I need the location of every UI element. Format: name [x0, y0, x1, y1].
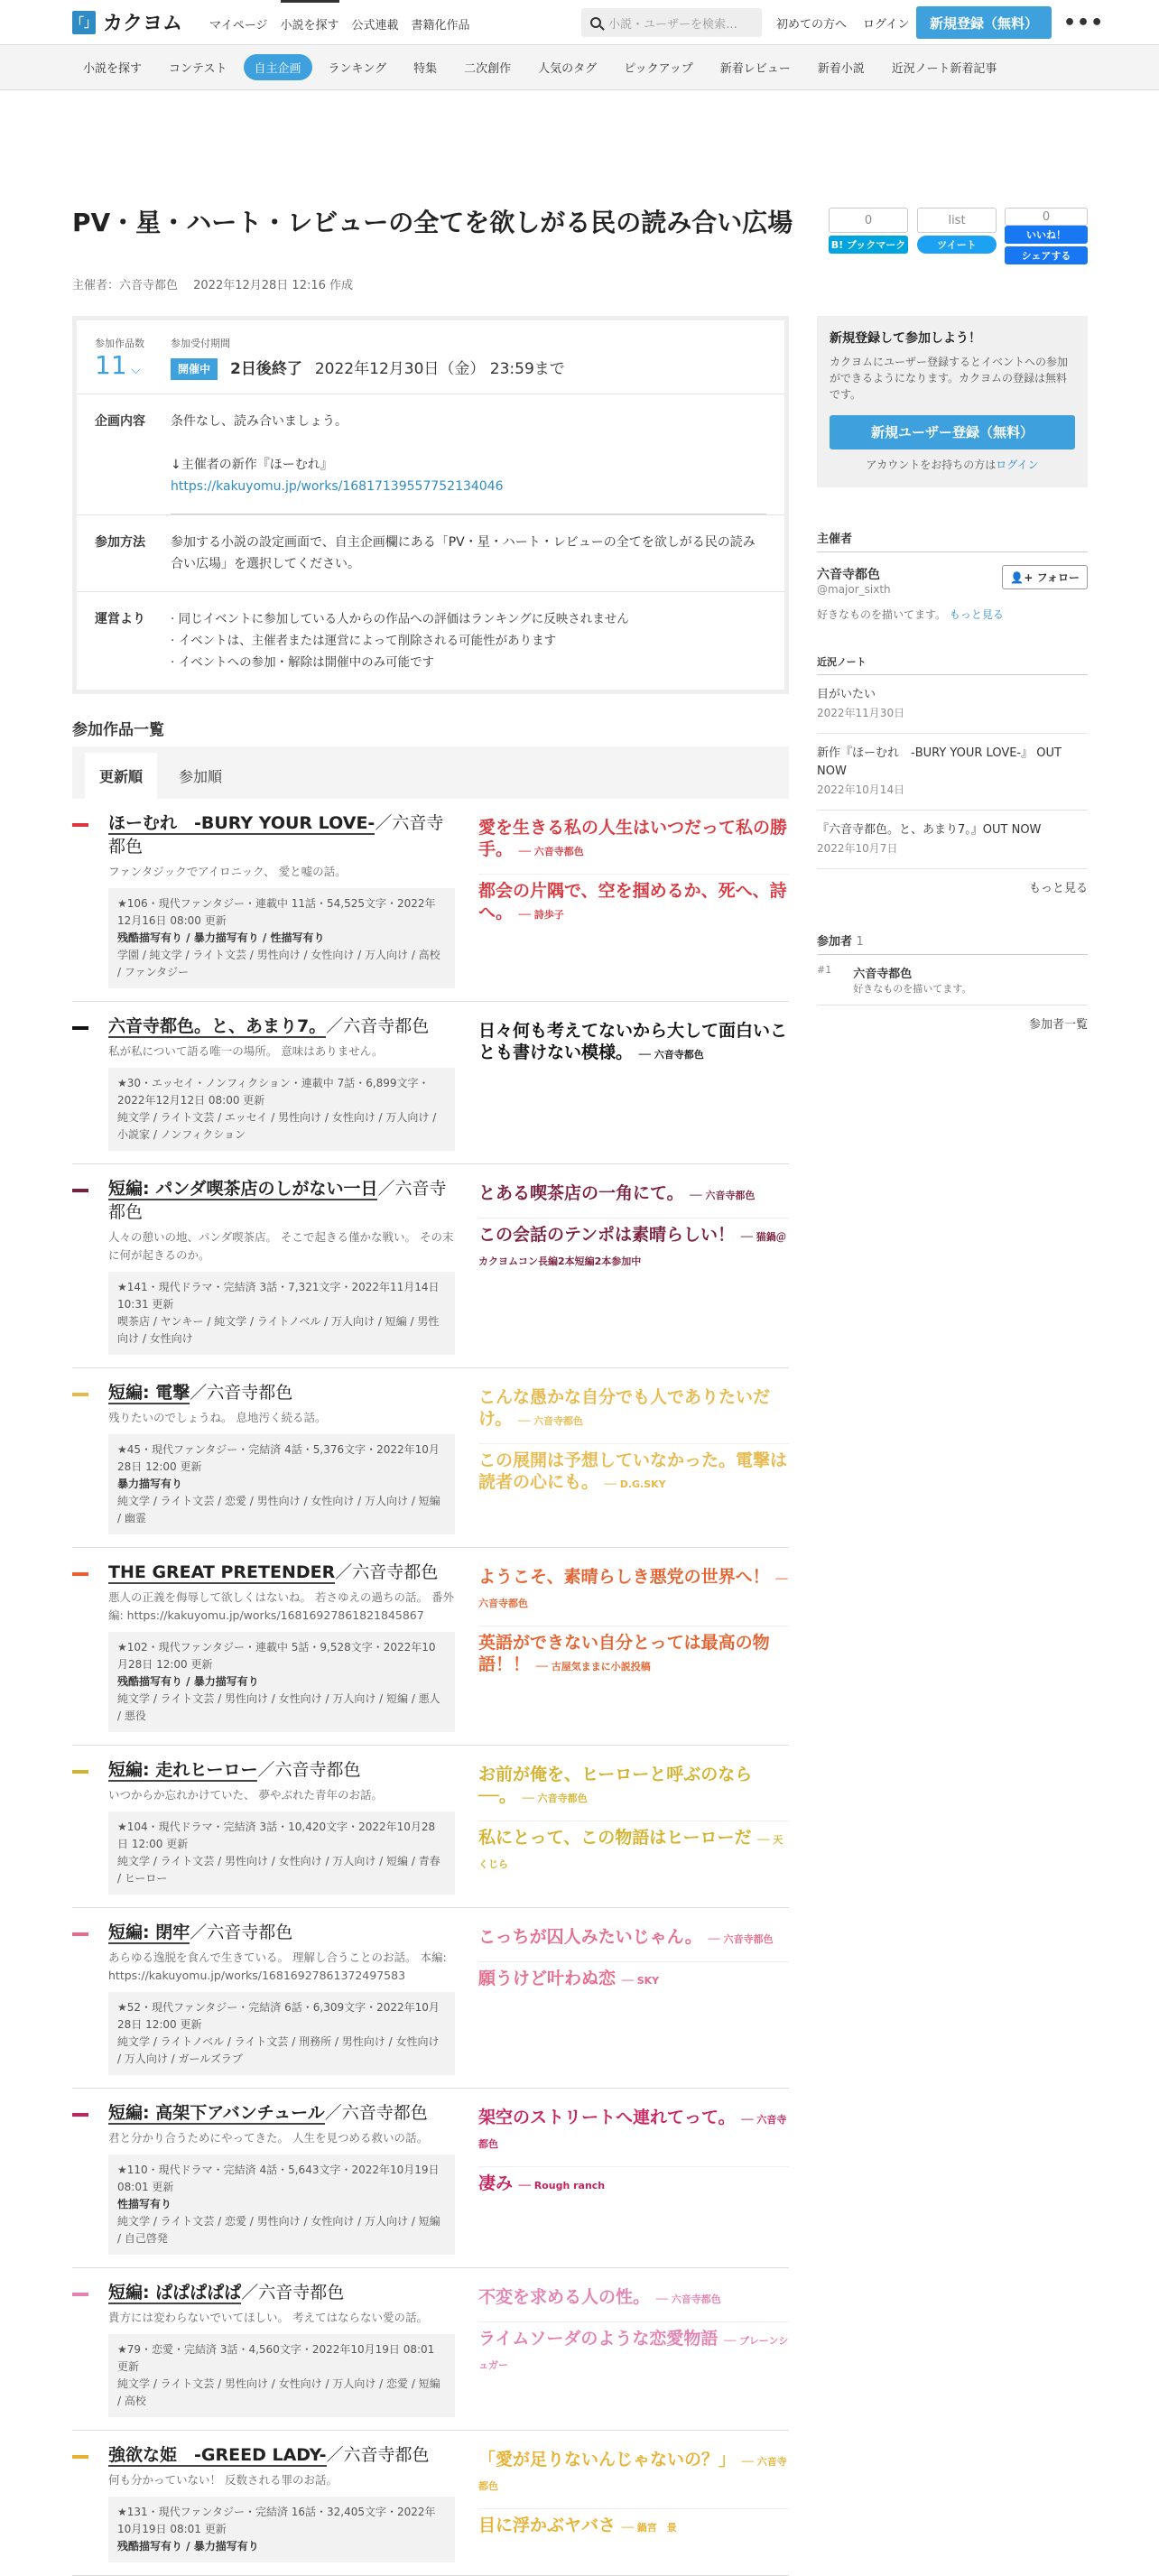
work-catchphrase: 何も分かっていない！ 反数される罪のお話。: [108, 2473, 338, 2487]
search-placeholder: 小説・ユーザーを検索…: [608, 17, 738, 32]
work-stats: ★131・現代ファンタジー・完結済 16話・32,405文字・2022年10月19日 08:01 更新: [117, 2506, 436, 2535]
nav-mypage[interactable]: マイページ: [209, 18, 268, 32]
nav-search-novels[interactable]: 小説を探す: [281, 0, 339, 45]
work-stats: ★104・現代ドラマ・完結済 3話・10,420文字・2022年10月28日 12:00 更新: [117, 1821, 436, 1850]
work-color-bar: [72, 1932, 88, 1936]
work-catchphrase: いつからか忘れかけていた、 夢やぶれた青年のお話。: [108, 1788, 383, 1802]
work-stats: ★106・現代ファンタジー・連載中 11話・54,525文字・2022年12月16日 08:00 更新: [117, 897, 436, 927]
work-reviews: [455, 799, 789, 1001]
participant-item[interactable]: [817, 955, 1088, 1005]
work-catchphrase: 私が私について語る唯一の場所。 意味はありません。: [108, 1044, 384, 1058]
method-label: 参加方法: [95, 535, 145, 550]
signup-title: 新規登録して参加しよう！: [830, 331, 981, 346]
work-catchphrase: あらゆる逸脱を食んで生きている。 理解し合うことのお話。 本編: https://kakuyomu.jp/works/16816927861372497583: [108, 1951, 447, 1982]
work-color-bar: [72, 1189, 88, 1192]
work-tags[interactable]: 学園 / 純文学 / ライト文芸 / 男性向け / 女性向け / 万人向け / 高校 / ファンタジー: [117, 949, 440, 978]
remaining-time: 2日後終了: [230, 360, 302, 378]
work-meta: [108, 2334, 455, 2417]
entry-count-block: [95, 333, 171, 381]
work-title[interactable]: 短編: ぱぱぱぱぱ／六音寺都色: [108, 2283, 345, 2303]
status-badge: 開催中: [171, 358, 218, 380]
register-button[interactable]: 新規ユーザー登録（無料）: [830, 415, 1075, 449]
work-warnings: 残酷描写有り / 暴力描写有り: [117, 2540, 259, 2553]
subnav-item[interactable]: ランキング: [328, 62, 387, 76]
login-link[interactable]: ログイン: [996, 459, 1039, 471]
top-bar: [0, 0, 1159, 45]
follow-button[interactable]: 👤+ フォロー: [1002, 565, 1088, 589]
subnav-item[interactable]: コンテスト: [169, 62, 227, 76]
work-title[interactable]: ほーむれ -BURY YOUR LOVE-／六音寺都色: [108, 813, 444, 857]
work-color-bar: [72, 1770, 88, 1774]
list-count: list: [917, 208, 997, 233]
nav-official[interactable]: 公式連載: [351, 18, 399, 32]
event-info: [72, 316, 789, 694]
work-reviews: [455, 1002, 789, 1163]
nav-books[interactable]: 書籍化作品: [411, 18, 470, 32]
search-input[interactable]: [581, 8, 762, 37]
subnav-item[interactable]: 新着小説: [817, 62, 865, 76]
work-tags[interactable]: 純文学 / ライトノベル / ライト文芸 / 刑務所 / 男性向け / 女性向け / 万人向け / ガールズラブ: [117, 2035, 440, 2065]
work-item: [72, 2431, 789, 2576]
work-reviews: [455, 2089, 789, 2267]
rule-item: · イベントは、主催者または運営によって削除される可能性があります: [171, 634, 557, 648]
subnav-item[interactable]: 小説を探す: [83, 62, 143, 76]
work-reviews: [455, 1164, 789, 1367]
review-item[interactable]: お前が俺を、ヒーローと呼ぶのなら──。 ── 六音寺都色: [478, 1758, 789, 1821]
work-color-bar: [72, 1393, 88, 1396]
work-catchphrase: 君と分かり合うためにやってきた。 人生を見つめる救いの話。: [108, 2131, 428, 2145]
review-item[interactable]: ようこそ、素晴らしき悪党の世界へ！ ── 六音寺都色: [478, 1561, 789, 1626]
content-link[interactable]: https://kakuyomu.jp/works/16817139557752134046: [171, 479, 504, 494]
work-catchphrase: ファンタジックでアイロニック、 愛と嘘の話。: [108, 865, 347, 878]
work-color-bar: [72, 823, 88, 827]
work-tags[interactable]: 純文学 / ライト文芸 / エッセイ / 男性向け / 女性向け / 万人向け / 小説家 / ノンフィクション: [117, 1111, 437, 1141]
rule-item: · イベントへの参加・解除は開催中のみ可能です: [171, 655, 435, 670]
review-item[interactable]: 願うけど叶わぬ恋 ── SKY: [478, 1969, 660, 1988]
more-menu-icon[interactable]: •••: [1063, 12, 1105, 34]
work-title[interactable]: 短編: 高架下アバンチュール／六音寺都色: [108, 2103, 428, 2123]
work-item: [72, 1746, 789, 1908]
review-item[interactable]: こっちが囚人みたいじゃん。 ── 六音寺都色: [478, 1921, 789, 1962]
host-bio: 好きなものを描いてます。: [817, 608, 947, 621]
rule-item: · 同じイベントに参加している人からの作品への評価はランキングに反映されません: [171, 612, 629, 626]
work-reviews: [455, 1908, 789, 2088]
review-item[interactable]: この展開は予想していなかった。電撃は読者の心にも。 ── D.G.SKY: [478, 1450, 788, 1492]
sidebar: [817, 316, 1088, 1041]
work-stats: ★141・現代ドラマ・完結済 3話・7,321文字・2022年11月14日 10:31 更新: [117, 1281, 440, 1311]
work-stats: ★110・現代ドラマ・完結済 4話・5,643文字・2022年10月19日 08:01 更新: [117, 2164, 440, 2193]
work-warnings: 残酷描写有り / 暴力描写有り: [117, 1675, 259, 1688]
review-item[interactable]: 「愛が足りないんじゃないの？」 ── 六音寺都色: [478, 2443, 789, 2509]
link-first-time[interactable]: 初めての方へ: [776, 17, 848, 32]
work-title[interactable]: 強欲な姫 -GREED LADY-／六音寺都色: [108, 2445, 430, 2465]
work-reviews: [455, 1548, 789, 1745]
fb-like-button[interactable]: いいね！: [1005, 226, 1088, 244]
review-item[interactable]: この会話のテンポは素晴らしい！ ── 猫鍋＠カクヨムコン長編2本短編2本参加中: [478, 1225, 786, 1267]
subnav-item-active[interactable]: 自主企画: [244, 54, 312, 80]
subnav-item[interactable]: 二次創作: [464, 62, 512, 76]
work-tags[interactable]: 純文学 / ライト文芸 / 男性向け / 女性向け / 万人向け / 短編 / 青春 / ヒーロー: [117, 1855, 440, 1885]
work-item: [72, 1368, 789, 1548]
content-label: 企画内容: [95, 414, 145, 429]
entry-count-label: 参加作品数: [95, 338, 144, 349]
search-icon: [590, 17, 601, 28]
work-warnings: 暴力描写有り: [117, 1478, 183, 1490]
work-meta: [108, 1068, 455, 1151]
hatena-share[interactable]: [829, 208, 908, 254]
work-tags[interactable]: 純文学 / ライト文芸 / 男性向け / 女性向け / 万人向け / 恋愛 / 短編 / 高校: [117, 2377, 440, 2407]
work-stats: ★45・現代ファンタジー・完結済 4話・5,376文字・2022年10月28日 12:00 更新: [117, 1443, 440, 1473]
review-item[interactable]: 私にとって、この物語はヒーローだ ── 天くじら: [478, 1828, 783, 1870]
work-item: [72, 1164, 789, 1368]
rules-label: 運営より: [95, 612, 145, 626]
news-item[interactable]: 新作『ほーむれ -BURY YOUR LOVE-』 OUT NOW 2022年10月14日: [817, 734, 1088, 811]
participants-heading: 参加者 1: [817, 922, 1088, 955]
work-meta: [108, 1434, 455, 1534]
work-item: [72, 2089, 789, 2268]
work-color-bar: [72, 1026, 88, 1030]
work-stats: ★30・エッセイ・ノンフィクション・連載中 7話・6,899文字・2022年12月12日 08:00 更新: [117, 1077, 430, 1107]
facebook-share[interactable]: [1005, 208, 1088, 264]
participant-name: 六音寺都色: [853, 968, 913, 981]
work-catchphrase: 人々の憩いの地、パンダ喫茶店。 そこで起きる僅かな戦い。 その末に何が起きるのか。: [108, 1230, 454, 1262]
info-summary-row: [77, 320, 784, 394]
review-item[interactable]: 凄み ── Rough ranch: [478, 2173, 606, 2193]
content-text: 条件なし、読み合いましょう。: [171, 414, 348, 429]
work-stats: ★79・恋愛・完結済 3話・4,560文字・2022年10月19日 08:01 更新: [117, 2343, 435, 2373]
signup-panel: [817, 316, 1088, 487]
subnav-item[interactable]: 人気のタグ: [538, 62, 598, 76]
work-meta: [108, 1632, 455, 1732]
entry-count[interactable]: 11 ⌵: [95, 350, 141, 380]
review-item[interactable]: 日々何も考えてないから大して面白いことも書けない模様。 ── 六音寺都色: [478, 1021, 788, 1062]
tab-joined[interactable]: 参加順: [179, 768, 223, 785]
work-warnings: 残酷描写有り / 暴力描写有り / 性描写有り: [117, 931, 325, 944]
participant-bio: 好きなものを描いてます。: [853, 983, 972, 995]
work-stats: ★52・現代ファンタジー・完結済 6話・6,309文字・2022年10月28日 12:00 更新: [117, 2001, 440, 2031]
hatena-count: 0: [829, 208, 908, 233]
work-title[interactable]: 短編: パンダ喫茶店のしがない一日／六音寺都色: [108, 1179, 447, 1222]
info-rules-row: [77, 592, 784, 690]
host-more-link[interactable]: もっと見る: [949, 608, 1004, 621]
hatena-button[interactable]: B! ブックマーク: [829, 236, 908, 254]
news-more-link[interactable]: もっと見る: [1028, 882, 1088, 895]
work-meta: [108, 2497, 455, 2562]
work-meta: [108, 888, 455, 988]
work-catchphrase: 貴方には変わらないでいてほしい。 考えてはならない愛の話。: [108, 2311, 428, 2324]
work-tags[interactable]: 喫茶店 / ヤンキー / 純文学 / ライトノベル / 万人向け / 短編 / 男性向け / 女性向け: [117, 1315, 440, 1345]
link-login[interactable]: ログイン: [863, 17, 910, 32]
work-reviews: [455, 1368, 789, 1547]
subnav-item[interactable]: 特集: [413, 62, 438, 76]
work-catchphrase: 残りたいのでしょうね。 息地汚く続る話。: [108, 1411, 327, 1424]
info-content-row: [77, 394, 784, 515]
host-id: @major_sixth: [817, 583, 891, 596]
kakuyomu-logo[interactable]: [72, 8, 182, 36]
signup-button[interactable]: 新規登録（無料）: [916, 6, 1052, 39]
work-color-bar: [72, 2293, 88, 2296]
review-item[interactable]: 目に浮かぶヤバさ ── 鍋宮 景: [478, 2516, 677, 2535]
work-title[interactable]: THE GREAT PRETENDER／六音寺都色: [108, 1562, 439, 1582]
review-item[interactable]: とある喫茶店の一角にて。 ── 六音寺都色: [478, 1177, 789, 1219]
event-meta: 主催者：六音寺都色 2022年12月28日 12:16 作成: [72, 279, 354, 292]
subnav-item[interactable]: 新着レビュー: [719, 62, 791, 76]
fb-share-button[interactable]: シェアする: [1005, 246, 1088, 264]
work-tags[interactable]: 純文学 / ライト文芸 / 恋愛 / 男性向け / 女性向け / 万人向け / 短編 / 自己啓発: [117, 2215, 440, 2245]
content-text-2: ↓主催者の新作『ほーむれ』: [171, 458, 333, 472]
method-text: 参加する小説の設定画面で、自主企画欄にある「PV・星・ハート・レビューの全てを欲しがる民の読み合い広場」を選択してください。: [171, 535, 756, 571]
work-warnings: 性描写有り: [117, 2198, 172, 2210]
subnav-item[interactable]: ピックアップ: [624, 62, 693, 76]
work-item: [72, 1548, 789, 1746]
work-tags[interactable]: 純文学 / ライト文芸 / 男性向け / 女性向け / 万人向け / 短編 / 悪人 / 悪役: [117, 1692, 440, 1722]
review-item[interactable]: 都会の片隅で、空を掴めるか、死へ、詩へ。 ── 詩歩子: [478, 881, 787, 922]
info-method-row: [77, 515, 784, 592]
work-color-bar: [72, 2455, 88, 2459]
news-item[interactable]: 目がいたい 2022年11月30日: [817, 675, 1088, 734]
work-title[interactable]: 短編: 電撃／六音寺都色: [108, 1383, 293, 1403]
work-item: [72, 2268, 789, 2431]
fb-count: 0: [1005, 208, 1088, 226]
news-heading: 近況ノート: [817, 645, 1088, 675]
page-title: PV・星・ハート・レビューの全てを欲しがる民の読み合い広場: [72, 208, 793, 237]
host-card: [817, 552, 1088, 622]
works-heading: 参加作品一覧: [72, 721, 164, 739]
work-tags[interactable]: 純文学 / ライト文芸 / 恋愛 / 男性向け / 女性向け / 万人向け / 短編 / 幽霊: [117, 1495, 440, 1524]
work-reviews: [455, 1746, 789, 1907]
review-item[interactable]: 架空のストリートへ連れてって。 ── 六音寺都色: [478, 2101, 789, 2167]
participants-list-link[interactable]: 参加者一覧: [1028, 1018, 1088, 1032]
review-item[interactable]: こんな愚かな自分でも人でありたいだけ。 ── 六音寺都色: [478, 1381, 789, 1444]
works-tabs: [72, 746, 789, 799]
review-item[interactable]: 不変を求める人の性。 ── 六音寺都色: [478, 2281, 789, 2322]
work-color-bar: [72, 2113, 88, 2117]
work-item: [72, 799, 789, 1002]
tab-updated[interactable]: 更新順: [85, 753, 157, 799]
host-name[interactable]: 六音寺都色: [817, 568, 880, 582]
top-nav: [209, 0, 470, 45]
period-label: 参加受付期間: [171, 338, 230, 349]
work-title[interactable]: 短編: 走れヒーロー／六音寺都色: [108, 1760, 361, 1780]
news-item[interactable]: 『六音寺都色。と、あまり7。』OUT NOW 2022年10月7日: [817, 811, 1088, 869]
review-item[interactable]: 英語ができない自分とっては最高の物語！！ ── 古屋気ままに小説投稿: [478, 1633, 770, 1674]
works-list: [72, 799, 789, 2576]
list-share[interactable]: [917, 208, 997, 254]
work-color-bar: [72, 1572, 88, 1576]
login-prefix: アカウントをお持ちの方は: [866, 459, 997, 471]
work-meta: [108, 1812, 455, 1895]
work-reviews: [455, 2268, 789, 2430]
work-item: [72, 1002, 789, 1164]
participant-rank: #1: [817, 964, 832, 976]
work-item: [72, 1908, 789, 2089]
work-catchphrase: 悪人の正義を侮辱して欲しくはないね。 若さゆえの過ちの話。 番外編: https://kakuyomu.jp/works/16816927861821845867: [108, 1590, 454, 1622]
deadline: 2022年12月30日（金） 23:59まで: [314, 360, 565, 378]
review-item[interactable]: ライムソーダのような恋愛物語 ── ブレーンシュガー: [478, 2329, 789, 2371]
logo-mark: 「」: [72, 11, 96, 34]
tweet-button[interactable]: ツイート: [917, 236, 997, 254]
host-heading: 主催者: [817, 520, 1088, 552]
work-title[interactable]: 短編: 閉牢／六音寺都色: [108, 1923, 293, 1942]
work-meta: [108, 1272, 455, 1355]
work-title[interactable]: 六音寺都色。と、あまり7。／六音寺都色: [108, 1016, 430, 1036]
logo-text: カクヨム: [103, 13, 183, 35]
sub-nav: [0, 45, 1159, 90]
work-meta: [108, 1992, 455, 2075]
signup-text: カクヨムにユーザー登録するとイベントへの参加ができるようになります。カクヨムの登録は無料です。: [830, 356, 1069, 401]
work-reviews: [455, 2431, 789, 2575]
subnav-item[interactable]: 近況ノート新着記事: [891, 62, 997, 76]
work-meta: [108, 2154, 455, 2255]
work-stats: ★102・現代ファンタジー・連載中 5話・9,528文字・2022年10月28日 12:00 更新: [117, 1641, 436, 1671]
review-item[interactable]: 愛を生きる私の人生はいつだって私の勝手。 ── 六音寺都色: [478, 811, 789, 875]
